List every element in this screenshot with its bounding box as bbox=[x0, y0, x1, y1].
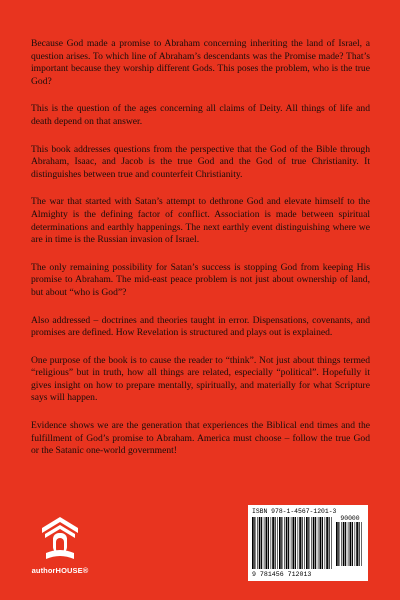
paragraph-5: The only remaining possibility for Satan’s success is stopping God from keeping His promise to Abraham. The mid-east peace problem is not just about ownership of land, but about “who is God”? bbox=[31, 261, 370, 298]
house-book-logo-icon bbox=[40, 516, 80, 562]
barcode-bar bbox=[313, 517, 315, 569]
addon-bars bbox=[336, 522, 364, 568]
paragraph-1: Because God made a promise to Abraham concerning inheriting the land of Israel, a question arises. To which line of Abraham’s descendants was the Promise made? That’s important because they worship different Gods. This poses the problem, who is the true God? bbox=[31, 38, 370, 87]
barcode-bar bbox=[261, 517, 262, 569]
barcode-bar bbox=[352, 522, 353, 566]
barcode-bar bbox=[336, 522, 338, 566]
barcode-bar bbox=[252, 517, 254, 569]
barcode-bar bbox=[254, 517, 255, 569]
barcode-bar bbox=[275, 517, 276, 569]
barcode-bar bbox=[326, 517, 328, 569]
barcode-bar bbox=[306, 517, 308, 569]
barcode-bar bbox=[264, 517, 265, 569]
barcode-bar bbox=[325, 517, 326, 569]
barcode-bar bbox=[257, 517, 258, 569]
barcode-bar bbox=[284, 517, 285, 569]
publisher-logo bbox=[30, 516, 90, 575]
barcode-bar bbox=[348, 522, 349, 566]
barcode-bar bbox=[295, 517, 296, 569]
paragraph-4: The war that started with Satan’s attempt to dethrone God and elevate himself to the Almighty is the defining factor of conflict. Association is made between spiritual determinations and earthly happenings. The next earthly event distinguishing where we are in time is the Russian invasion of Israel. bbox=[31, 196, 370, 246]
barcode-bar bbox=[311, 517, 312, 569]
barcode-bar bbox=[286, 517, 288, 569]
barcode-bar bbox=[322, 517, 323, 569]
barcode-bar bbox=[279, 517, 281, 569]
paragraph-2: This is the question of the ages concerning all claims of Deity. All things of life and death depend on that answer. bbox=[31, 103, 370, 127]
barcode-bar bbox=[288, 517, 289, 569]
isbn-text: ISBN 978-1-4567-1201-3 bbox=[252, 508, 337, 515]
cover-blurb bbox=[31, 38, 370, 473]
barcode-bar bbox=[329, 517, 330, 569]
barcode-bar bbox=[356, 522, 358, 566]
barcode-bar bbox=[331, 517, 332, 569]
barcode-bar bbox=[302, 517, 303, 569]
paragraph-6: Also addressed – doctrines and theories taught in error. Dispensations, covenants, and promises are defined. How Revelation is structured and plays out is explained. bbox=[31, 314, 370, 339]
barcode-bar bbox=[291, 517, 292, 569]
paragraph-8: Evidence shows we are the generation that experiences the Biblical end times and the fulfillment of God’s promise to Abraham. America must choose – follow the true God or the Satanic one-world government! bbox=[31, 420, 370, 457]
paragraph-7: One purpose of the book is to cause the reader to “think”. Not just about things termed “religious” but in truth, how all things are related, especially “political”. Hopefully it gives insight on how to prepare mentally, spiritually, and materially for what Scripture says will happen. bbox=[31, 354, 370, 404]
barcode-bar bbox=[266, 517, 268, 569]
barcode-bar bbox=[308, 517, 309, 569]
barcode-bar bbox=[350, 522, 352, 566]
barcode-bar bbox=[299, 517, 301, 569]
paragraph-3: This book addresses questions from the perspective that the God of the Bible through Abraham, Isaac, and Jacob is the true God and the God of true Christianity. It distinguishes between true and counterfeit Christianity. bbox=[31, 143, 370, 180]
barcode-bar bbox=[341, 522, 342, 566]
barcode-bar bbox=[277, 517, 278, 569]
isbn-barcode bbox=[248, 505, 368, 581]
barcode-bar bbox=[304, 517, 305, 569]
barcode-bar bbox=[343, 522, 345, 566]
barcode-bar bbox=[271, 517, 272, 569]
barcode-bar bbox=[268, 517, 269, 569]
addon-digits: 90000 bbox=[340, 515, 360, 522]
publisher-name: authorHOUSE® bbox=[31, 566, 89, 575]
barcode-bar bbox=[315, 517, 316, 569]
ean-digits: 9 781456 712013 bbox=[252, 571, 312, 578]
barcode-bar bbox=[259, 517, 261, 569]
barcode-bar bbox=[318, 517, 319, 569]
barcode-bar bbox=[355, 522, 356, 566]
ean-bars bbox=[252, 517, 334, 571]
barcode-bar bbox=[338, 522, 339, 566]
barcode-bar bbox=[359, 522, 360, 566]
barcode-bar bbox=[281, 517, 282, 569]
barcode-bar bbox=[298, 517, 299, 569]
barcode-bar bbox=[361, 522, 362, 566]
barcode-bar bbox=[345, 522, 346, 566]
barcode-bar bbox=[293, 517, 295, 569]
barcode-bar bbox=[320, 517, 322, 569]
barcode-bar bbox=[272, 517, 274, 569]
